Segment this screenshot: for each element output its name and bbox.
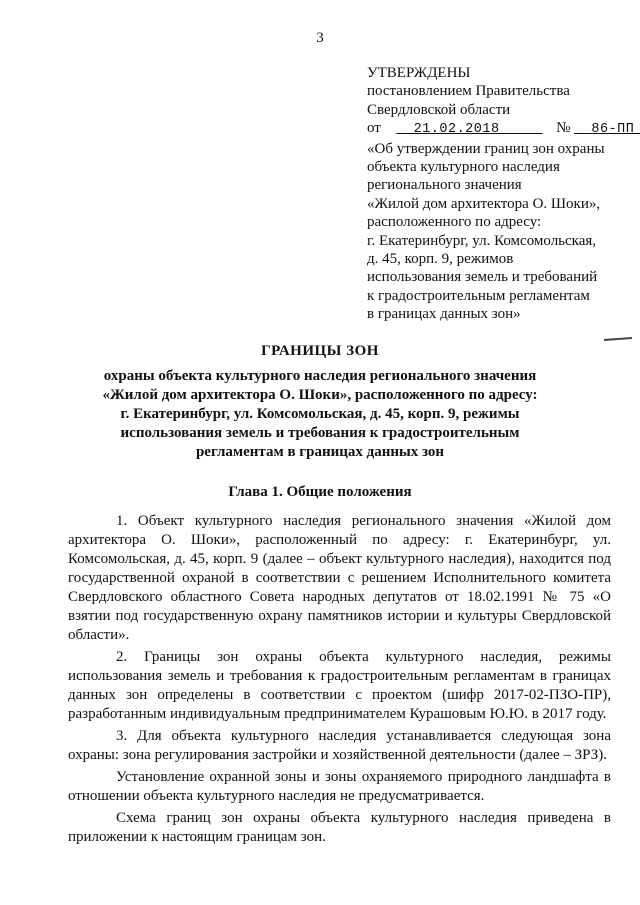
subject-line: «Об утверждении границ зон охраны — [367, 140, 605, 157]
title-main: ГРАНИЦЫ ЗОН — [261, 343, 379, 359]
chapter-heading: Глава 1. Общие положения — [228, 484, 412, 500]
approval-date-line — [367, 119, 635, 139]
subject-line: объекта культурного наследия — [367, 159, 560, 176]
scan-artifact — [604, 337, 632, 341]
subject-line: регионального значения — [367, 177, 522, 194]
approval-number: 86-ПП — [591, 122, 635, 138]
approval-line: постановлением Правительства — [367, 83, 570, 100]
subject-line: расположенного по адресу: — [367, 214, 542, 231]
subject-line: в границах данных зон» — [367, 306, 521, 323]
paragraph: 1. Объект культурного наследия регионального значения «Жилой дом архитектора О. Шоки», расположенный по адресу: г. Екатеринбург, ул. Комсомольская, д. 45, корп. 9 (далее – объект культурного наследия), находится под государственной охраной в соответствии с решением Исполнительного комитета Свердловского областного Совета народных депутатов от 18.02.1991 № 75 «О взятии под государственную охрану памятников истории и культуры Свердловской области». — [68, 513, 611, 643]
title-line: использования земель и требования к градостроительным — [120, 425, 520, 441]
approval-line: Свердловской области — [367, 101, 511, 118]
approval-date: 21.02.2018 — [413, 122, 500, 138]
subject-line: «Жилой дом архитектора О. Шоки», — [367, 195, 601, 212]
title-line: г. Екатеринбург, ул. Комсомольская, д. 45, корп. 9, режимы — [120, 406, 520, 422]
date-prefix: от — [367, 120, 381, 137]
title-line: «Жилой дом архитектора О. Шоки», расположенного по адресу: — [102, 387, 538, 403]
approval-heading: УТВЕРЖДЕНЫ — [367, 65, 471, 81]
approval-block — [367, 64, 635, 324]
subject-line: д. 45, корп. 9, режимов — [367, 251, 514, 268]
page-number: 3 — [316, 30, 324, 46]
subject-line: к градостроительным регламентам — [367, 287, 590, 304]
subject-line: использования земель и требований — [367, 269, 598, 286]
paragraph: Схема границ зон охраны объекта культурного наследия приведена в приложении к настоящим границам зон. — [68, 810, 611, 845]
paragraph: Установление охранной зоны и зоны охраняемого природного ландшафта в отношении объекта культурного наследия не предусматривается. — [68, 769, 611, 804]
document-body — [68, 512, 611, 850]
title-line: охраны объекта культурного наследия регионального значения — [103, 368, 537, 384]
document-title — [60, 342, 580, 462]
paragraph: 2. Границы зон охраны объекта культурного наследия, режимы использования земель и требования к градостроительным регламентам в границах данных зон определены в соответствии с проектом (шифр 2017-02-ПЗО-ПР), разработанным индивидуальным предпринимателем Курашовым Ю.Ю. в 2017 году. — [68, 649, 611, 722]
number-prefix: № — [556, 120, 571, 137]
title-line: регламентам в границах данных зон — [195, 444, 445, 460]
paragraph: 3. Для объекта культурного наследия устанавливается следующая зона охраны: зона регулирования застройки и хозяйственной деятельности (далее – ЗРЗ). — [68, 728, 611, 763]
approval-subject — [367, 140, 617, 324]
subject-line: г. Екатеринбург, ул. Комсомольская, — [367, 232, 597, 249]
